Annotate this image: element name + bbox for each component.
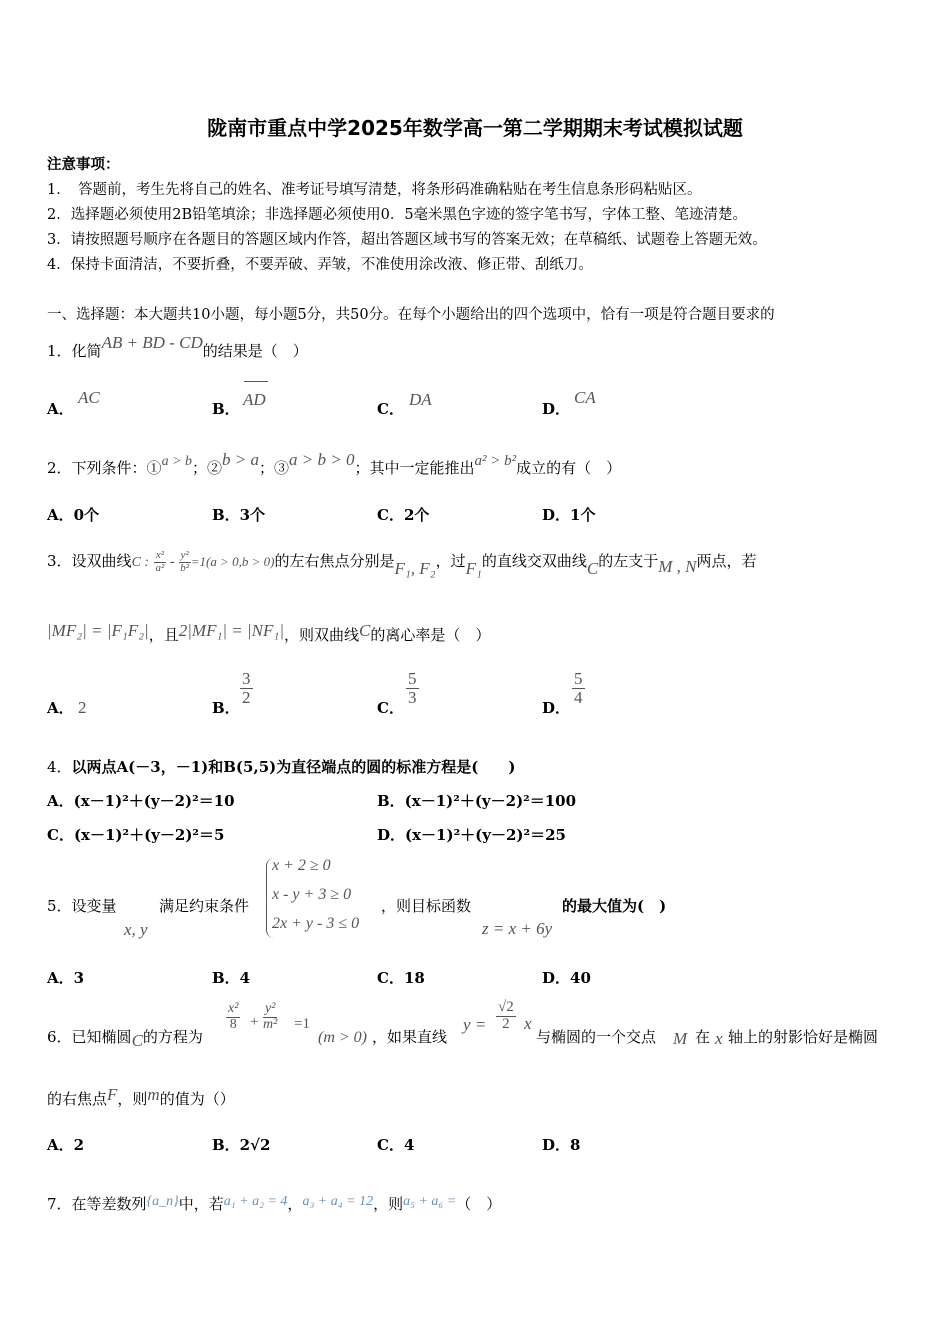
section-heading: 一、选择题：本大题共10小题，每小题5分，共50分。在每个小题给出的四个选项中，恰有一项是符合题目要求的 — [47, 307, 775, 323]
option-b: $\frac{3}{2}$ — [242, 669, 251, 707]
option-d: CA — [574, 388, 596, 407]
option-d-label: D． — [542, 400, 571, 418]
notice-item: 2．选择题必须使用2B铅笔填涂；非选择题必须使用0．5毫米黑色字迹的签字笔书写，字体工整、笔迹清楚。 — [47, 207, 748, 223]
math-expression: 2|MF₁| = |NF₁| — [178, 621, 284, 640]
question-text: 的左支于 — [598, 552, 659, 571]
question-text: 已知椭圆 — [71, 1028, 132, 1046]
option-c: C．2个 — [377, 506, 430, 524]
option-b: AD — [243, 390, 266, 409]
question-2 — [47, 450, 622, 478]
math-expression: C — [131, 1031, 143, 1050]
option-c-label: C． — [377, 400, 404, 418]
fraction: $\frac{\text{x²}}{\text{a²}}$ — [155, 549, 165, 574]
math-expression: a₁ + a₂ = 4 — [223, 1194, 288, 1209]
math-expression: a > b — [161, 454, 193, 469]
question-number: 2． — [47, 459, 72, 477]
option-b-label: B． — [212, 400, 240, 418]
math-expression: a₃ + a₄ = 12 — [302, 1194, 374, 1209]
question-text: 的结果是（ ） — [202, 342, 308, 360]
math-expression: AB + BD - CD — [101, 333, 203, 352]
math-expression: =1 — [294, 1016, 310, 1032]
option-c: $\frac{5}{3}$ — [408, 669, 417, 707]
question-text: ，过 — [435, 552, 466, 571]
math-expression: a² > b² — [474, 453, 517, 469]
option-c: DA — [409, 390, 432, 409]
option-c-label: C． — [377, 699, 404, 717]
question-text: ，则 — [373, 1195, 404, 1213]
math-expression: a₅ + a₆ = — [403, 1194, 457, 1209]
question-text: ；③ — [259, 459, 290, 477]
question-text: 的值为（） — [159, 1090, 235, 1108]
question-text: 的离心率是（ ） — [370, 626, 491, 644]
question-text: ；② — [192, 459, 223, 477]
math-expression: b > a — [222, 450, 260, 469]
page-title: 陇南市重点中学2025年数学高一第二学期期末考试模拟试题 — [207, 116, 743, 140]
notice-heading: 注意事项： — [47, 156, 120, 173]
math-expression: (m > 0) — [318, 1029, 368, 1046]
question-number: 3． — [47, 552, 72, 571]
fraction: $\frac{√2}{2}$ — [498, 999, 514, 1032]
option-a: A．0个 — [47, 506, 100, 524]
question-text: ， — [287, 1195, 303, 1213]
question-text: 的方程为 — [142, 1028, 203, 1046]
question-text: ，且 — [148, 626, 179, 644]
math-expression: F₁, F₂ — [394, 559, 436, 579]
notice-item: 1． 答题前，考生先将自己的姓名、准考证号填写清楚，将条形码准确粘贴在考生信息条形码粘贴区。 — [47, 182, 702, 198]
math-expression: |MF₂| = |F₁F₂| — [47, 621, 149, 640]
question-number: 6． — [47, 1028, 72, 1046]
math-expression: y = — [463, 1015, 487, 1034]
question-5 — [47, 895, 117, 916]
option-d: D．1个 — [542, 506, 596, 524]
math-expression: =1(a > 0,b > 0) — [190, 554, 275, 570]
question-text: 的直线交双曲线 — [481, 552, 587, 571]
question-text: ，则目标函数 — [381, 897, 472, 915]
math-expression: z = x + 6y — [482, 919, 553, 938]
math-expression: x — [715, 1029, 723, 1048]
question-number: 5． — [47, 897, 72, 915]
fraction: $\frac{\text{x²}}{8}$ — [228, 1001, 239, 1032]
question-1 — [47, 333, 308, 361]
question-text: 在 — [695, 1028, 711, 1046]
option-d: D．8 — [542, 1136, 581, 1154]
constraint: x + 2 ≥ 0 — [272, 857, 331, 874]
question-text: 中，若 — [178, 1195, 224, 1213]
option-a: 2 — [78, 698, 87, 717]
question-text: ，则双曲线 — [284, 626, 360, 644]
fraction: $\frac{\text{y²}}{\text{m²}}$ — [263, 1001, 278, 1032]
option-a: A．(x－1)²＋(y－2)²＝10 — [47, 792, 235, 810]
option-a: A．3 — [47, 969, 85, 987]
question-number: 7． — [47, 1195, 72, 1213]
option-a-label: A． — [47, 699, 74, 717]
math-expression: F — [107, 1085, 118, 1104]
option-d-label: D． — [542, 699, 571, 717]
question-text: 与椭圆的一个交点 — [536, 1028, 657, 1046]
option-b-label: B． — [212, 699, 240, 717]
question-text: ，则 — [117, 1090, 148, 1108]
math-expression: m — [147, 1085, 160, 1104]
option-a-label: A． — [47, 400, 74, 418]
option-d: $\frac{5}{4}$ — [574, 669, 583, 707]
question-text: 的最大值为( ) — [562, 897, 667, 915]
question-text: 设变量 — [71, 897, 117, 915]
vector-arrow-icon — [244, 381, 268, 386]
question-3: 3．设双曲线C : $\frac{\text{x²}}{\text{a²}}$ - $\frac{\text{y²}}{\text{b²}}$ =1(a > 0,b > 0)的左右焦点分别是F₁, F₂，过F₁的直线交双曲线C的左支于M , N两点，若 — [47, 549, 757, 579]
math-expression: {a_n} — [146, 1194, 179, 1209]
question-text: 轴上的射影恰好是椭圆 — [728, 1028, 879, 1046]
question-text: ，如果直线 — [372, 1028, 448, 1046]
math-expression: M — [673, 1029, 688, 1048]
question-text: ；其中一定能推出 — [354, 459, 475, 477]
constraint: 2x + y - 3 ≤ 0 — [272, 915, 360, 932]
option-d: D．(x－1)²＋(y－2)²＝25 — [377, 826, 566, 844]
question-text: 两点，若 — [696, 552, 757, 571]
question-text: 成立的有（ ） — [516, 459, 622, 477]
option-b: B．(x－1)²＋(y－2)²＝100 — [377, 792, 577, 810]
question-text: 以两点A(－3，－1)和B(5,5)为直径端点的圆的标准方程是( ) — [71, 758, 516, 776]
math-expression: a > b > 0 — [289, 450, 355, 469]
math-expression: x, y — [124, 920, 148, 939]
math-expression: M , N — [658, 557, 697, 577]
constraint: x - y + 3 ≥ 0 — [272, 886, 352, 903]
option-b: B．4 — [212, 969, 251, 987]
math-expression: x — [524, 1014, 532, 1033]
question-text: 在等差数列 — [71, 1195, 147, 1213]
math-expression: C : — [131, 555, 150, 571]
question-6 — [47, 1026, 203, 1050]
question-text: （ ） — [456, 1195, 502, 1213]
option-c: C．(x－1)²＋(y－2)²＝5 — [47, 826, 225, 844]
question-text: 设双曲线 — [71, 552, 132, 571]
question-text: 化简 — [71, 342, 102, 360]
option-a: A．2 — [47, 1136, 85, 1154]
question-text: 的左右焦点分别是 — [274, 552, 395, 571]
option-b: B．3个 — [212, 506, 266, 524]
option-c: C．18 — [377, 969, 425, 987]
math-expression: C — [359, 621, 371, 640]
question-7 — [47, 1193, 501, 1214]
question-text: 下列条件：① — [71, 459, 162, 477]
question-4 — [47, 756, 515, 777]
question-text: 的右焦点 — [47, 1090, 108, 1108]
question-6-cont — [47, 1085, 235, 1109]
math-expression: C — [586, 559, 599, 579]
option-b: B．2√2 — [212, 1136, 271, 1154]
option-d: D．40 — [542, 969, 591, 987]
option-a: AC — [78, 388, 100, 407]
question-number: 4． — [47, 758, 72, 776]
notice-item: 3．请按照题号顺序在各题目的答题区域内作答，超出答题区域书写的答案无效；在草稿纸、试题卷上答题无效。 — [47, 232, 767, 248]
question-text: 满足约束条件 — [159, 897, 250, 915]
fraction: $\frac{\text{y²}}{\text{b²}}$ — [180, 549, 190, 574]
question-number: 1． — [47, 342, 72, 360]
math-expression: F₁ — [465, 559, 482, 579]
question-3-cont — [47, 621, 491, 645]
option-c: C．4 — [377, 1136, 415, 1154]
notice-item: 4．保持卡面清洁，不要折叠，不要弄破、弄皱，不准使用涂改液、修正带、刮纸刀。 — [47, 257, 593, 273]
